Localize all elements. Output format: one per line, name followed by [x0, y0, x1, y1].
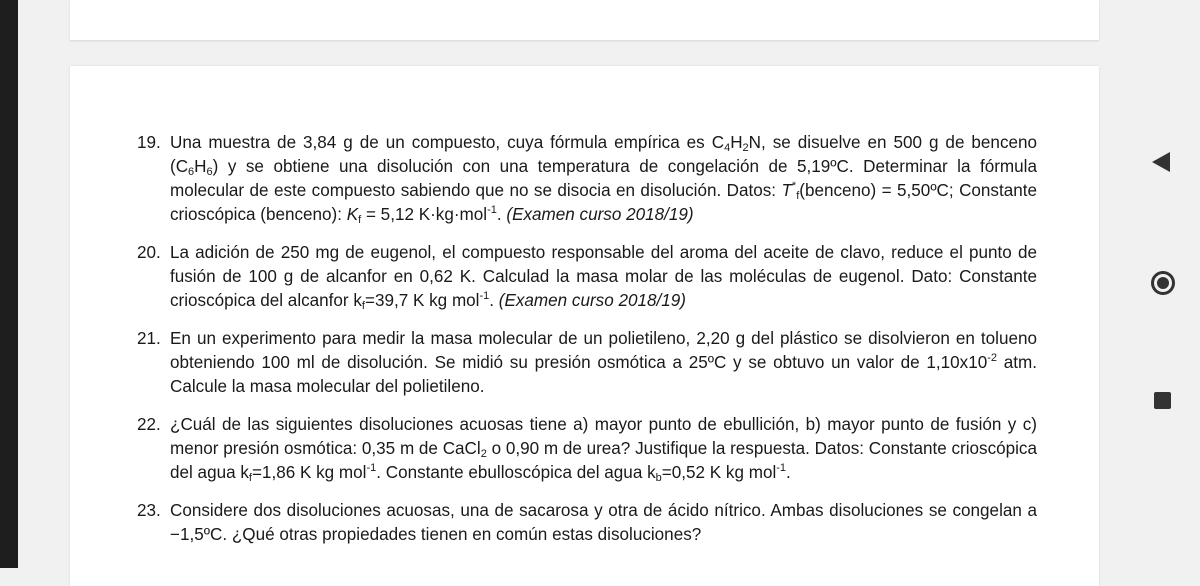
question-22 — [137, 413, 1037, 485]
android-nav-bar — [1122, 0, 1200, 568]
back-triangle-icon[interactable] — [1152, 152, 1170, 172]
question-21 — [137, 327, 1037, 399]
question-number: 20. — [137, 243, 161, 262]
document-page — [70, 66, 1099, 586]
home-circle-icon[interactable] — [1151, 271, 1175, 295]
question-number: 23. — [137, 501, 161, 520]
left-edge-bar — [0, 0, 18, 568]
question-19 — [137, 131, 1037, 227]
question-number: 21. — [137, 329, 161, 348]
exam-note: (Examen curso 2018/19) — [506, 205, 694, 224]
question-20 — [137, 241, 1037, 313]
question-text: Una muestra de 3,84 g de un compuesto, cuya fórmula empírica es $C_4H_2N$, se disuelve en 500 g de benceno $(C_6H_6)$ y se obtiene una disolución con una temperatura de congelación de 5,19ºC. Determinar la fórmula molecular de este compuesto sabiendo que no se disocia en disolución. Datos: $T^*_f(benceno)$ = 5,50ºC; Constante crioscópica (benceno): $K_f = 5,12$ K·kg·mol$^{-1}$. (Examen curso 2018/19) — [170, 133, 1038, 226]
question-number: 19. — [137, 133, 161, 152]
recents-square-icon[interactable] — [1154, 392, 1171, 409]
question-list — [137, 131, 1037, 561]
question-text: En un experimento para medir la masa molecular de un polietileno, 2,20 g del plástico se disolvieron en tolueno obteniendo 100 ml de disolución. Se midió su presión osmótica a 25ºC y se obtuvo un valor de $1,10x10^{-2}$ atm. Calcule la masa molecular del polietileno. — [170, 329, 1038, 396]
question-23 — [137, 499, 1037, 547]
question-text: La adición de 250 mg de eugenol, el compuesto responsable del aroma del aceite de clavo, reduce el punto de fusión de 100 g de alcanfor en 0,62 K. Calculad la masa molar de las moléculas de eugenol. Dato: Constante crioscópica del alcanfor $k_f=39,7$ K kg mol$^{-1}$. (Examen curso 2018/19) — [170, 243, 1037, 312]
question-text: ¿Cuál de las siguientes disoluciones acuosas tiene a) mayor punto de ebullición, b) mayor punto de fusión y c) menor presión osmótica: 0,35 m de CaCl$_2$ o 0,90 m de urea? Justifique la respuesta. Datos: Constante crioscópica del agua $k_f=1,86$ K kg mol$^{-1}$. Constante ebulloscópica del agua $k_b=0,52$ K kg mol$^{-1}$. — [170, 415, 1037, 484]
previous-page — [70, 0, 1099, 40]
question-number: 22. — [137, 415, 161, 434]
question-text: Considere dos disoluciones acuosas, una de sacarosa y otra de ácido nítrico. Ambas disoluciones se congelan a −1,5ºC. ¿Qué otras propiedades tienen en común estas disoluciones? — [170, 501, 1037, 544]
exam-note: (Examen curso 2018/19) — [498, 291, 686, 310]
